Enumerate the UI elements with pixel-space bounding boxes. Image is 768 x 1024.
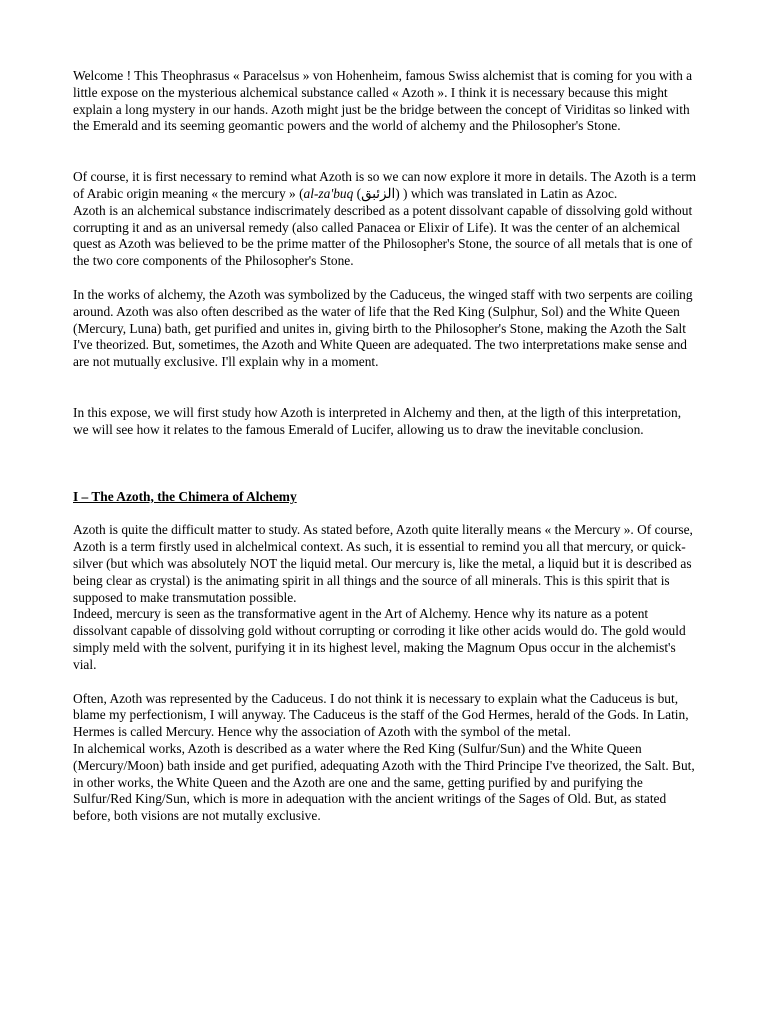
paragraph-transformative-agent: Indeed, mercury is seen as the transformative agent in the Art of Alchemy. Hence why its nature as a potent dissolvant capable of dissolving gold without corrupting or corroding it like other acids would do. The gold would simply meld with the solvent, purifying it in its highest level, making the Magnum Opus occur in the alchemist's vial. [73, 606, 686, 672]
paragraph-caduceus: In the works of alchemy, the Azoth was symbolized by the Caduceus, the winged staff with two serpents are coiling around. Azoth was also often described as the water of life that the Red King (Sulphur, Sol) and the White Queen (Mercury, Luna) bath, get purified and unites in, giving birth to the Philosopher's Stone, making the Azoth the Salt I've theorized. But, sometimes, the Azoth and White Queen are adequated. The two interpretations make sense and are not mutually exclusive. I'll explain why in a moment. [73, 286, 693, 370]
text-span: ) which was translated in Latin as Azoc. [403, 185, 618, 201]
text-span: Of course, it is first necessary to remind what Azoth is so we can now explore it more in details. The Azoth is a term of Arabic origin meaning « the mercury » ( [73, 169, 697, 201]
arabic-term: (الزئبق) [356, 185, 400, 201]
paragraph-difficult-matter: Azoth is quite the difficult matter to study. As stated before, Azoth quite literally means « the Mercury ». Of course, Azoth is a term firstly used in alchelmical context. As such, it is essential to remind you all that mercury, or quick-silver (but which was absolutely NOT the liquid metal. Our mercury is, like the metal, a liquid but it is described as being clear as crystal) is the animating spirit in all things and the source of all minerals. This is this spirit that is supposed to make transmutation possible. [73, 522, 693, 605]
section-heading: I – The Azoth, the Chimera of Alchemy [73, 488, 297, 504]
paragraph-expose-plan: In this expose, we will first study how Azoth is interpreted in Alchemy and then, at the ligth of this interpretation, we will see how it relates to the famous Emerald of Lucifer, allowing us to draw the inevitable conclusion. [73, 404, 682, 437]
paragraph-caduceus-hermes: Often, Azoth was represented by the Caduceus. I do not think it is necessary to explain what the Caduceus is but, blame my perfectionism, I will anyway. The Caduceus is the staff of the God Hermes, herald of the Gods. In Latin, Hermes is called Mercury. Hence why the association of Azoth with the symbol of the metal. [73, 690, 689, 740]
paragraph-azoth-substance: Azoth is an alchemical substance indiscrimately described as a potent dissolvant capable of dissolving gold without corrupting it and as an universal remedy (also called Panacea or Elixir of Life). It was the center of an alchemical quest as Azoth was believed to be the prime matter of the Philosopher's Stone, the source of all metals that is one of the two core components of the Philosopher's Stone. [73, 202, 693, 269]
paragraph-alchemical-works: In alchemical works, Azoth is described as a water where the Red King (Sulfur/Sun) and the White Queen (Mercury/Moon) bath inside and get purified, adequating Azoth with the Third Principe I've theorized, the Salt. But, in other works, the White Queen and the Azoth are one and the same, getting purified by and purifying the Sulfur/Red King/Sun, which is more in adequation with the ancient writings of the Sages of Old. But, as stated before, both visions are not mutally exclusive. [73, 740, 695, 824]
intro-paragraph: Welcome ! This Theophrasus « Paracelsus » von Hohenheim, famous Swiss alchemist that is coming for you with a little expose on the mysterious alchemical substance called « Azoth ». I think it is necessary because this might explain a long mystery in our hands. Azoth might just be the bridge between the concept of Viriditas so linked with the Emerald and its seeming geomantic powers and the world of alchemy and the Philosopher's Stone. [73, 68, 693, 134]
italic-term: al-za'buq [303, 185, 354, 201]
paragraph-azoth-definition [73, 169, 698, 203]
